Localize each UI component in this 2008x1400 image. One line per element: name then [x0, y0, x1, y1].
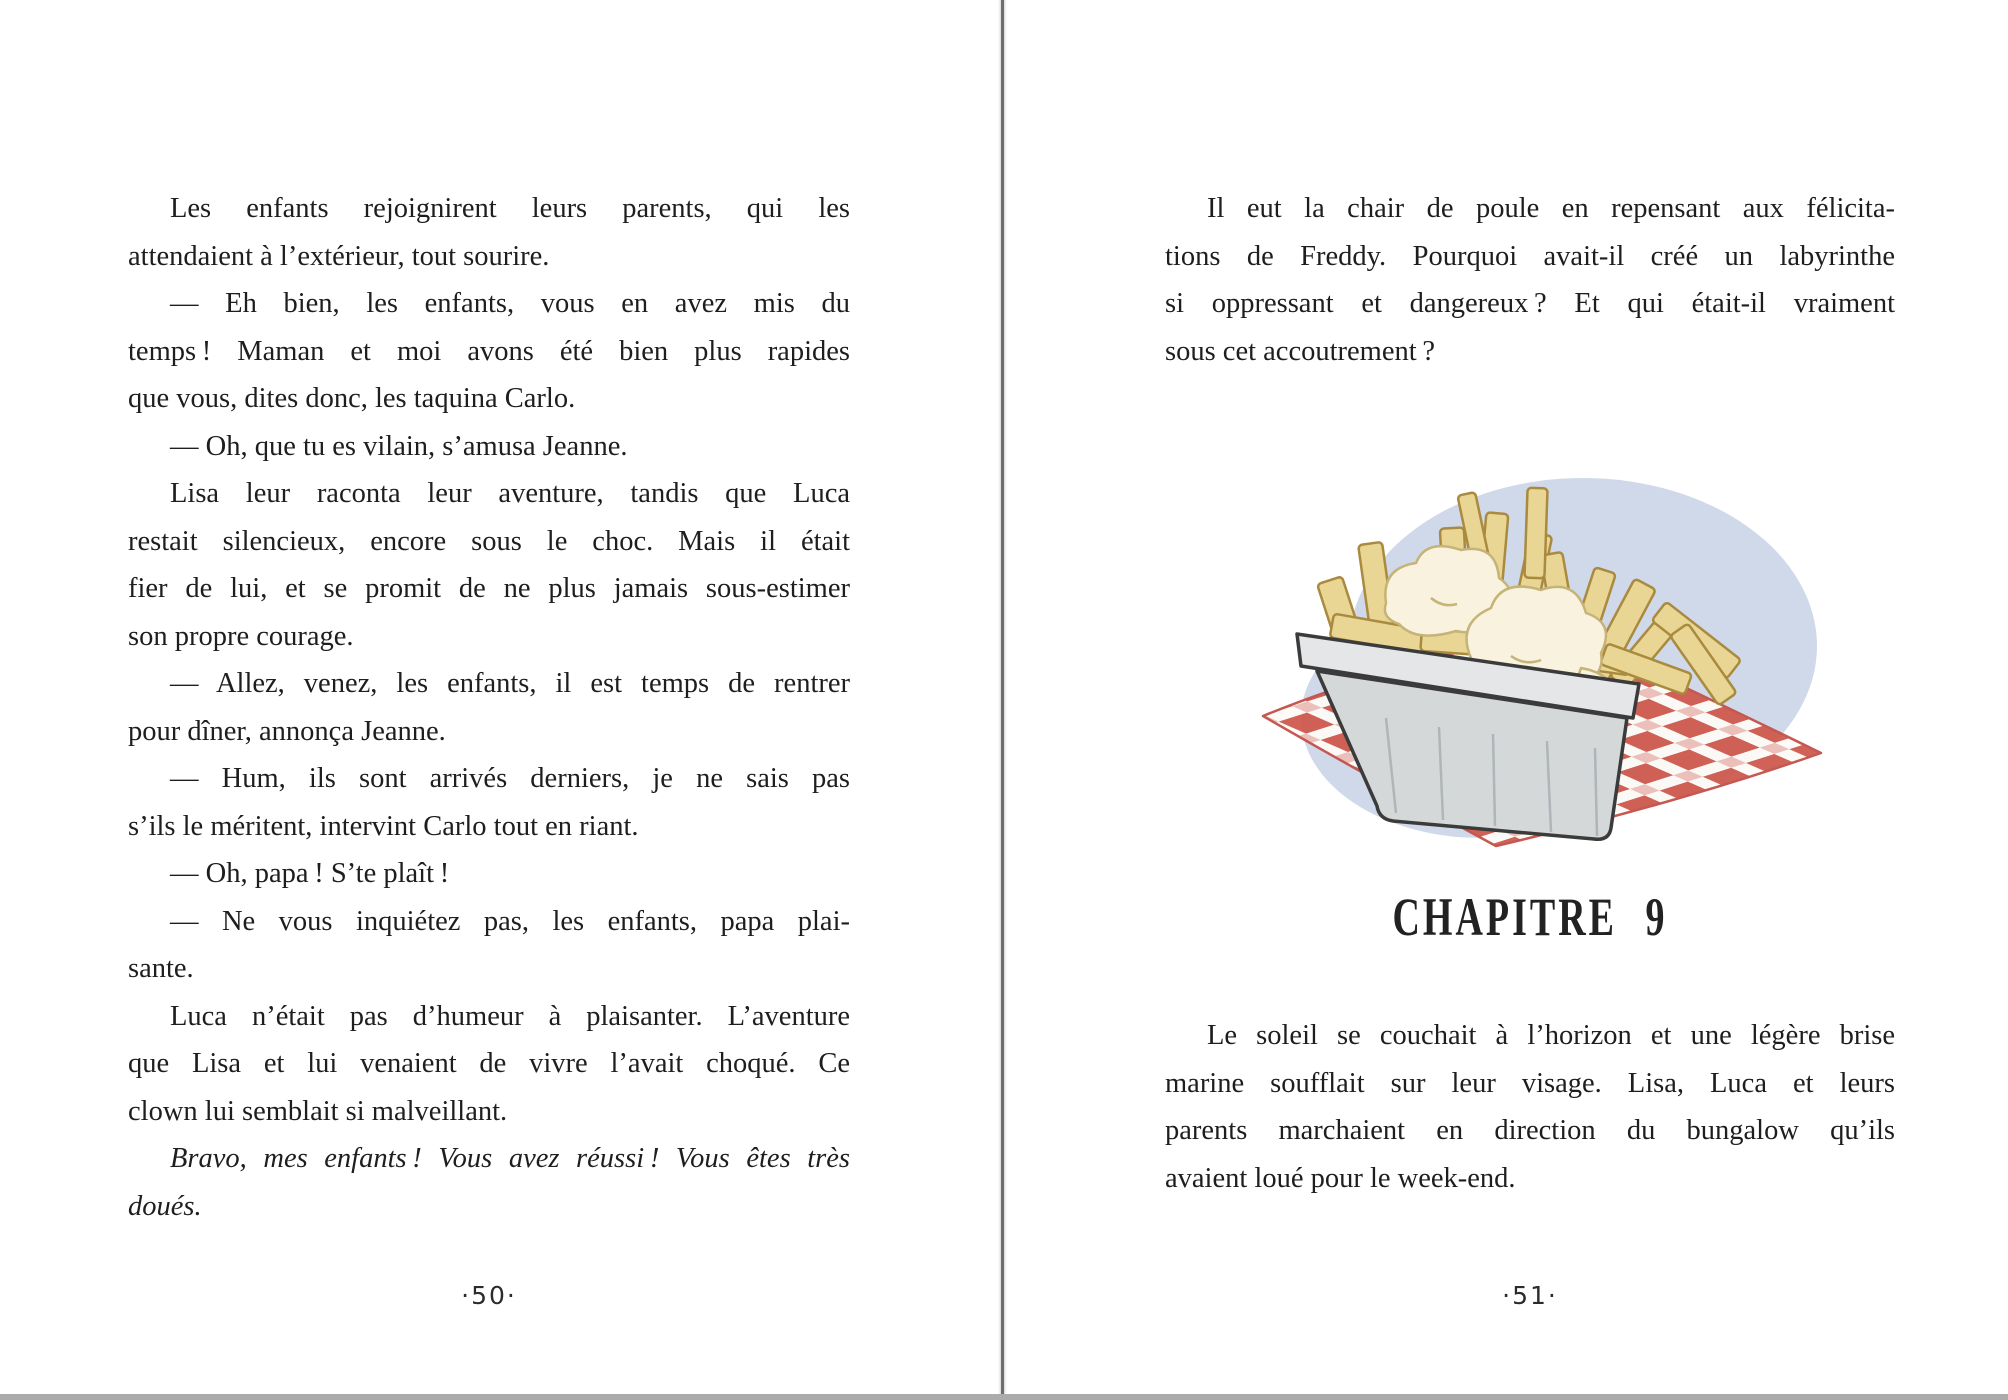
text-line: Le soleil se couchait à l’horizon et une légère brise: [1207, 1020, 1895, 1051]
right-text-block-bottom: [1165, 1012, 1895, 1202]
text-line: doués.: [128, 1190, 202, 1222]
text-line: tions de Freddy. Pourquoi avait-il créé un labyrinthe: [1165, 240, 1895, 272]
page-number-left: ·50·: [461, 1281, 517, 1310]
text-line: Il eut la chair de poule en repensant aux félicita-: [1207, 193, 1895, 224]
chapter-heading: CHAPITRE 9: [1392, 888, 1668, 948]
text-line: avaient loué pour le week-end.: [1165, 1162, 1516, 1194]
text-line: Luca n’était pas d’humeur à plaisanter. L’aventure: [170, 1000, 850, 1032]
right-text-block-top: [1165, 185, 1895, 375]
text-line: restait silencieux, encore sous le choc. Mais il était: [128, 525, 850, 557]
left-text-block: [128, 185, 850, 1230]
text-line: clown lui semblait si malveillant.: [128, 1095, 508, 1127]
text-line: fier de lui, et se promit de ne plus jamais sous-estimer: [128, 573, 850, 604]
fries-basket-illustration: [1181, 428, 1881, 852]
text-line: sante.: [128, 953, 194, 984]
text-line: Bravo, mes enfants ! Vous avez réussi ! Vous êtes très: [170, 1143, 850, 1174]
text-line: — Allez, venez, les enfants, il est temps de rentrer: [170, 668, 850, 699]
text-line: s’ils le méritent, intervint Carlo tout en riant.: [128, 810, 639, 842]
text-line: — Eh bien, les enfants, vous en avez mis du: [170, 288, 850, 319]
text-line: parents marchaient en direction du bungalow qu’ils: [1165, 1115, 1895, 1146]
text-line: — Ne vous inquiétez pas, les enfants, papa plai-: [170, 905, 850, 937]
bottom-edge-bar: [0, 1394, 2008, 1400]
text-line: sous cet accoutrement ?: [1165, 335, 1435, 367]
text-line: que vous, dites donc, les taquina Carlo.: [128, 383, 576, 414]
text-line: pour dîner, annonça Jeanne.: [128, 715, 446, 747]
right-page: [1004, 0, 2008, 1400]
text-line: Les enfants rejoignirent leurs parents, qui les: [170, 193, 850, 224]
left-page: [0, 0, 1002, 1400]
text-line: son propre courage.: [128, 620, 354, 652]
text-line: attendaient à l’extérieur, tout sourire.: [128, 240, 550, 272]
text-line: — Hum, ils sont arrivés derniers, je ne sais pas: [170, 763, 850, 794]
text-line: que Lisa et lui venaient de vivre l’avait choqué. Ce: [128, 1048, 850, 1079]
text-line: marine soufflait sur leur visage. Lisa, Luca et leurs: [1165, 1067, 1895, 1099]
text-line: si oppressant et dangereux ? Et qui était-il vraiment: [1165, 288, 1895, 319]
text-line: — Oh, que tu es vilain, s’amusa Jeanne.: [170, 430, 628, 462]
page-number-right: ·51·: [1502, 1281, 1558, 1310]
text-line: — Oh, papa ! S’te plaît !: [170, 858, 450, 889]
text-line: Lisa leur raconta leur aventure, tandis que Luca: [170, 478, 850, 509]
text-line: temps ! Maman et moi avons été bien plus rapides: [128, 335, 850, 367]
page-divider: [1001, 0, 1004, 1394]
